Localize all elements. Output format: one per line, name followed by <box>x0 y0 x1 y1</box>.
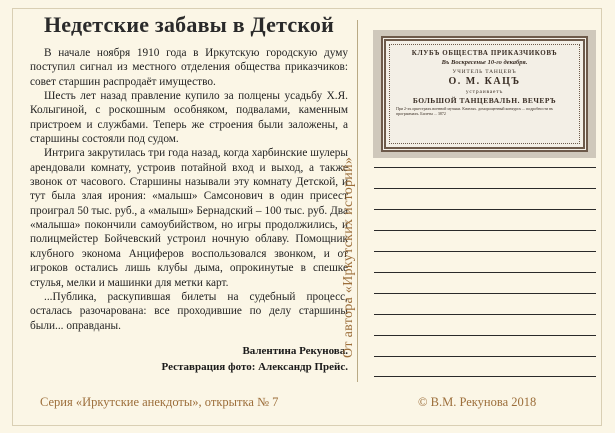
address-lines <box>374 167 596 377</box>
author-line: Валентина Рекунова. <box>242 344 348 357</box>
ticket-line: При 2-хъ оркестрахъ военной музыки. Качелях. доморощенный конкурсъ ... подробности въ программахъ. Билеты ... 3872 <box>396 106 554 116</box>
address-line <box>374 188 596 189</box>
address-line <box>374 293 596 294</box>
ticket-text <box>396 49 573 116</box>
copyright: © В.М. Рекунова 2018 <box>418 395 537 409</box>
paragraph: В начале ноября 1910 года в Иркутскую городскую думу поступил сигнал из местного отделения общества приказчиков: совет старшин распродаёт имущество. <box>30 47 348 88</box>
ticket-line: Въ Воскресенье 10-го декабря. <box>441 59 528 66</box>
ticket-line: О. М. КАЦЪ <box>448 76 521 87</box>
restoration-line: Реставрация фото: Александр Прейс. <box>161 360 348 373</box>
vertical-caption: От автора «Иркутских историй» <box>341 156 356 358</box>
ticket-line: устраиваетъ <box>465 89 504 95</box>
address-line <box>374 356 596 357</box>
paragraph: Интрига закрутилась три года назад, когда харбинские шулеры арендовали комнату, устроив потайной вход и выход, а также звонок от часового. Старшины называли эту комнату Детской, и тут была злая ирония: «малыш» Самсонович в один присест проиграл 50 тыс. руб., а «малыш» Бернадский – 100 тыс. руб. Два «малыша» покончили самоубийством, но игры продолжились, и полицмейстер Бойчевский устроил ночную облаву. Помощник клубного эконома Анциферов воспользовался звонком, и от игроков остались лишь клубы дыма, опрокинутые в спешке стулья, мелки и машинки для метки карт. <box>30 147 348 289</box>
ticket-photo <box>373 30 596 158</box>
ticket-line: БОЛЬШОЙ ТАНЦЕВАЛЬН. ВЕЧЕРЪ <box>412 96 557 105</box>
address-line <box>374 335 596 336</box>
series-caption: Серия «Иркутские анекдоты», открытка № 7 <box>40 395 279 409</box>
address-line <box>374 314 596 315</box>
credits <box>30 343 348 375</box>
ticket-line: КЛУБЪ ОБЩЕСТВА ПРИКАЗЧИКОВЪ <box>411 49 558 57</box>
address-line <box>374 167 596 168</box>
address-line <box>374 272 596 273</box>
address-line <box>374 376 596 377</box>
paragraph: Шесть лет назад правление купило за полцены усадьбу Х.Я. Колыгиной, с роскошным особняком, подвалами, каменным пристроем и службами. Теперь же строения были заложены, а старшины состояли под судом. <box>30 90 348 146</box>
address-line <box>374 209 596 210</box>
address-line <box>374 230 596 231</box>
article <box>30 12 348 392</box>
ticket-card <box>381 36 588 152</box>
paragraph: ...Публика, раскупившая билеты на судебный процесс, осталась разочарована: все проходившие по делу старшины были... оправданы. <box>30 290 348 332</box>
ticket-line: УЧИТЕЛЬ ТАНЦЕВЪ <box>452 69 517 75</box>
vertical-divider <box>357 20 358 382</box>
article-title: Недетские забавы в Детской <box>44 12 334 37</box>
address-line <box>374 251 596 252</box>
article-body <box>30 46 348 333</box>
